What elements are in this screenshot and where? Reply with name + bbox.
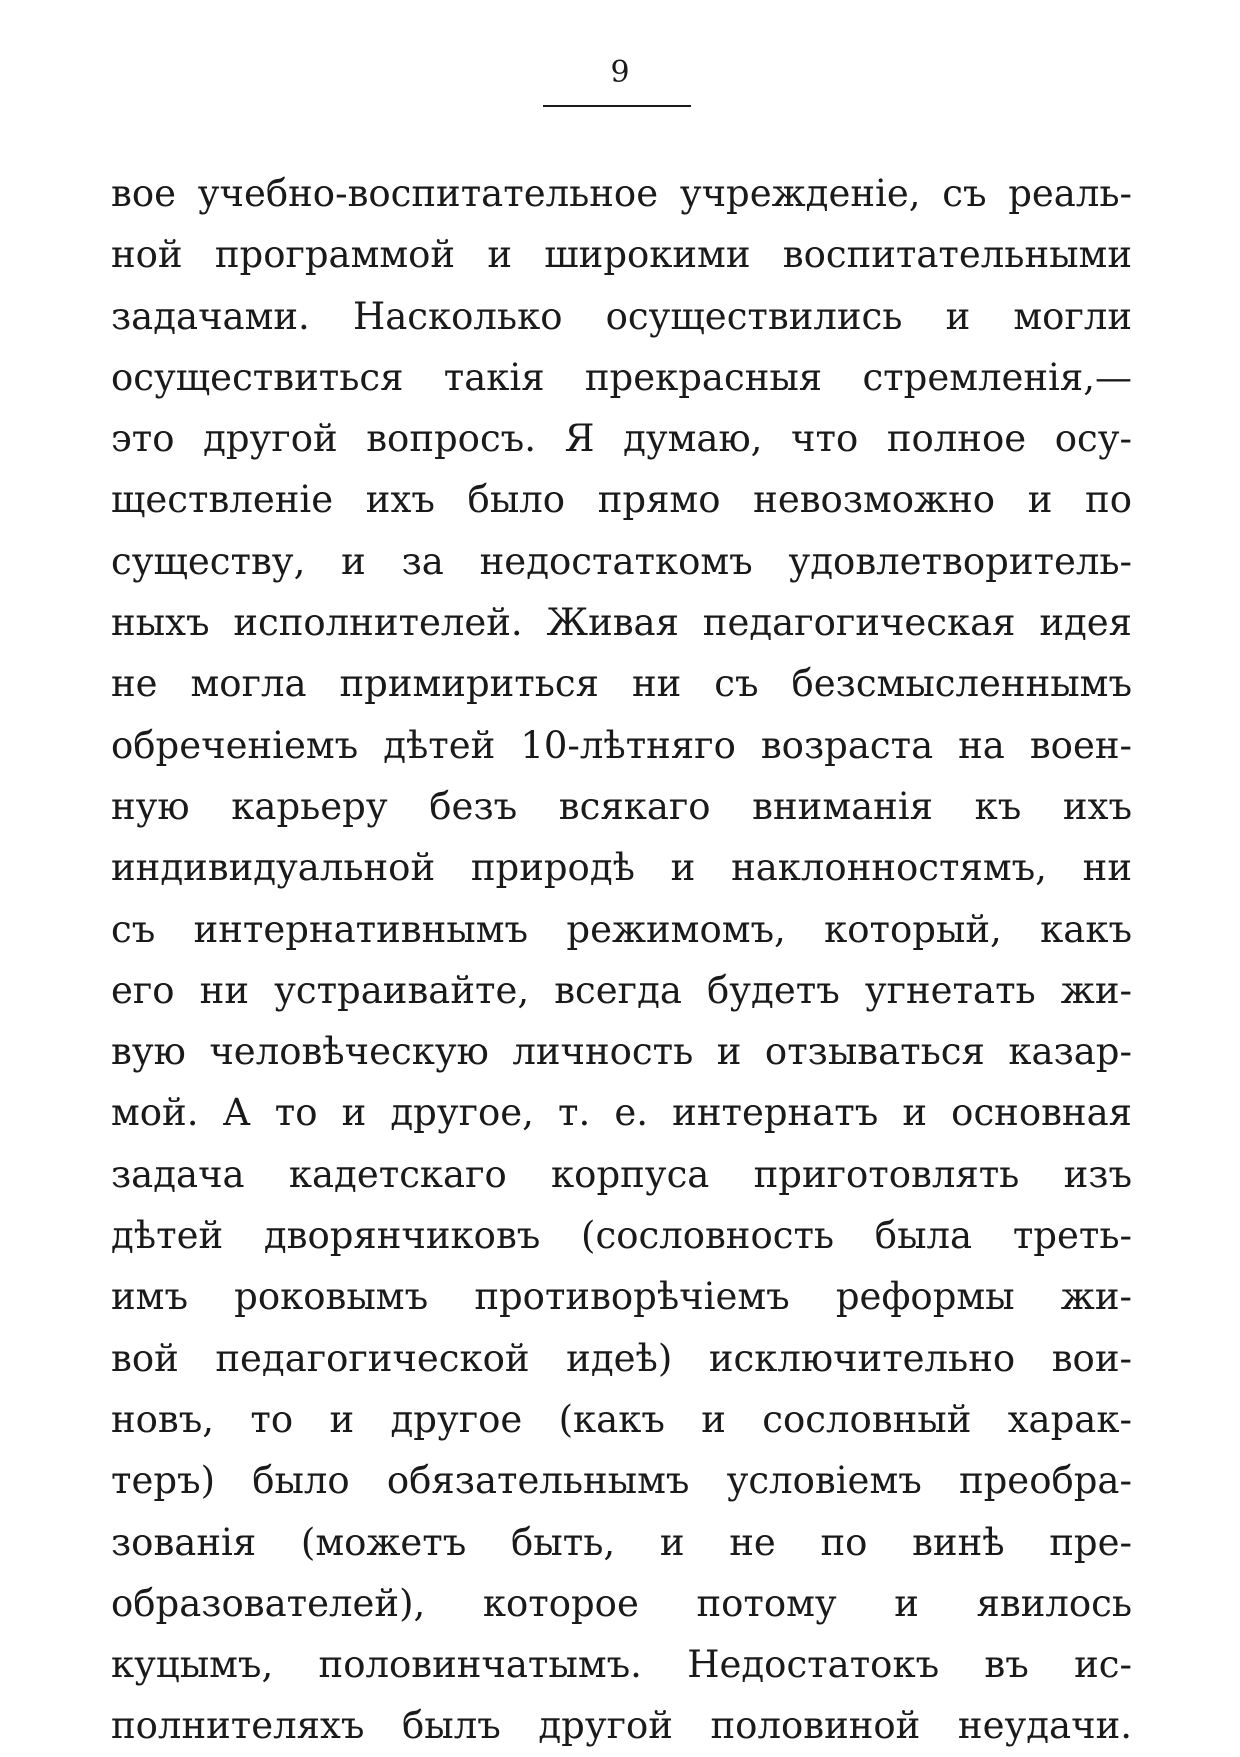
text-line: куцымъ, половинчатымъ. Недостатокъ въ ис- (111, 1643, 1132, 1687)
text-line: мой. А то и другое, т. е. интернатъ и основная (111, 1091, 1132, 1135)
text-line: зованія (можетъ быть, и не по винѣ пре- (111, 1520, 1132, 1564)
text-line: задача кадетскаго корпуса приготовлять изъ (111, 1152, 1132, 1196)
text-line: вое учебно-воспитательное учрежденіе, съ реаль- (111, 172, 1132, 215)
header-rule (543, 105, 691, 107)
text-line: образователей), которое потому и явилось (111, 1581, 1132, 1625)
text-line: существу, и за недостаткомъ удовлетворитель- (111, 539, 1132, 583)
page-number: 9 (610, 55, 630, 90)
text-line: обреченіемъ дѣтей 10-лѣтняго возраста на воен- (111, 723, 1132, 767)
text-line: новъ, то и другое (какъ и сословный харак- (111, 1397, 1132, 1441)
text-line: не могла примириться ни съ безсмысленнымъ (111, 662, 1132, 706)
body-text (111, 163, 1132, 1757)
text-line: полнителяхъ былъ другой половиной неудачи. (111, 1704, 1132, 1748)
text-line: ной программой и широкими воспитательными (111, 233, 1132, 277)
text-line: осуществиться такія прекрасныя стремленія,— (111, 355, 1132, 399)
text-line: теръ) было обязательнымъ условіемъ преобра- (111, 1459, 1132, 1503)
text-line: ныхъ исполнителей. Живая педагогическая идея (111, 601, 1132, 645)
text-line: это другой вопросъ. Я думаю, что полное осу- (111, 417, 1132, 461)
text-line: ную карьеру безъ всякаго вниманія къ ихъ (111, 784, 1132, 828)
text-line: вой педагогической идеѣ) исключительно вои- (111, 1336, 1132, 1380)
text-line: съ интернативнымъ режимомъ, который, какъ (111, 907, 1132, 951)
text-line: его ни устраивайте, всегда будетъ угнетать жи- (111, 968, 1132, 1012)
text-line: имъ роковымъ противорѣчіемъ реформы жи- (111, 1275, 1132, 1319)
text-line: индивидуальной природѣ и наклонностямъ, ни (111, 846, 1132, 890)
text-line: задачами. Насколько осуществились и могли (111, 294, 1132, 338)
text-line: вую человѣческую личность и отзываться казар- (111, 1030, 1132, 1074)
text-line: ществленіе ихъ было прямо невозможно и по (111, 478, 1132, 522)
text-line: дѣтей дворянчиковъ (сословность была треть- (111, 1214, 1132, 1258)
